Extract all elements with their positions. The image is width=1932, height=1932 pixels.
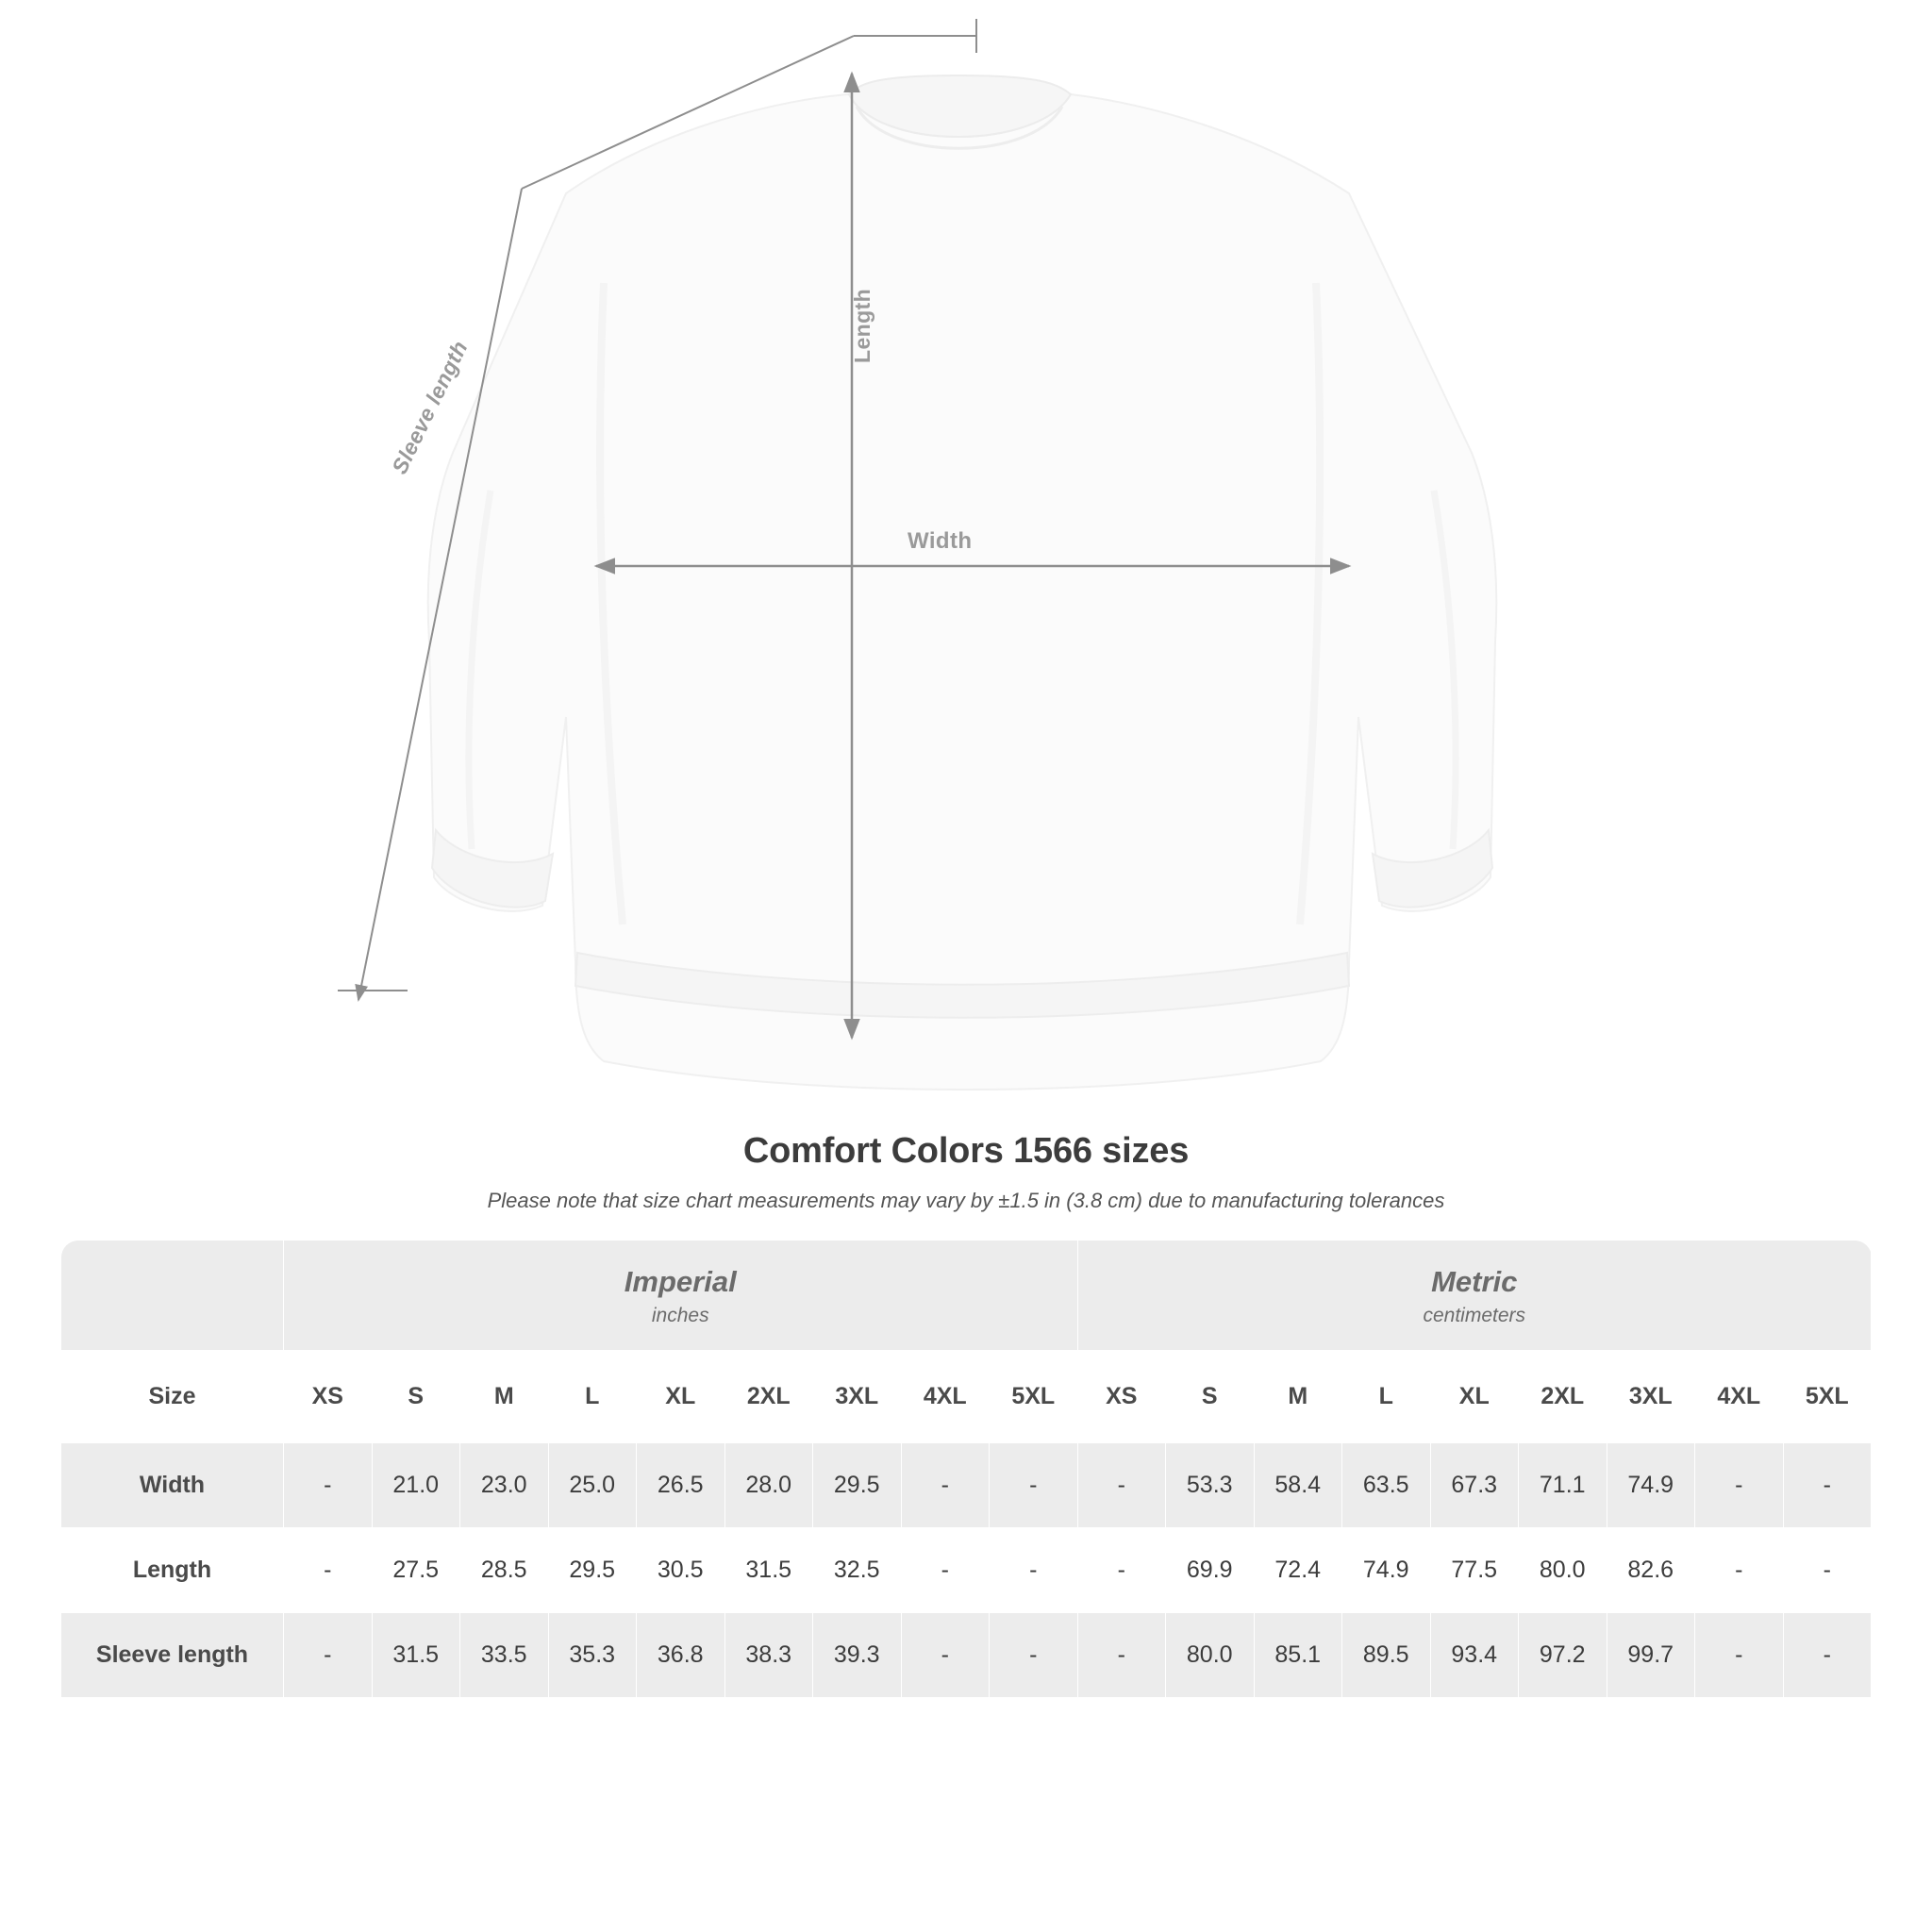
measurement-cell: 82.6 <box>1607 1528 1695 1613</box>
unit-group-metric-name: Metric <box>1431 1265 1518 1298</box>
measurement-cell: - <box>901 1443 990 1528</box>
size-header-cell: 4XL <box>901 1351 990 1443</box>
measurement-cell: 99.7 <box>1607 1613 1695 1698</box>
measurement-cell: 63.5 <box>1342 1443 1431 1528</box>
measurement-cell: - <box>1695 1528 1784 1613</box>
measurement-cell: - <box>284 1613 373 1698</box>
size-header-cell: 5XL <box>990 1351 1078 1443</box>
measurement-cell: - <box>1077 1528 1166 1613</box>
measurement-cell: 85.1 <box>1254 1613 1342 1698</box>
size-header-row <box>61 1351 1872 1443</box>
measurement-cell: - <box>1783 1613 1872 1698</box>
table-row <box>61 1613 1872 1698</box>
size-header-cell: 5XL <box>1783 1351 1872 1443</box>
measurement-cell: - <box>1077 1443 1166 1528</box>
measurement-cell: 30.5 <box>637 1528 725 1613</box>
measurement-cell: 74.9 <box>1342 1528 1431 1613</box>
size-header-cell: 3XL <box>1607 1351 1695 1443</box>
measurement-cell: 28.5 <box>460 1528 549 1613</box>
measurement-cell: 38.3 <box>724 1613 813 1698</box>
measurement-cell: 58.4 <box>1254 1443 1342 1528</box>
page-title: Comfort Colors 1566 sizes <box>742 1131 1190 1171</box>
measurement-cell: 35.3 <box>548 1613 637 1698</box>
measurement-cell: 39.3 <box>813 1613 902 1698</box>
measurement-row-label: Width <box>61 1443 284 1528</box>
measurement-cell: 31.5 <box>372 1613 460 1698</box>
measurement-cell: 36.8 <box>637 1613 725 1698</box>
size-chart-table-wrapper <box>60 1240 1872 1698</box>
unit-row-blank <box>61 1241 284 1351</box>
measurement-cell: 80.0 <box>1166 1613 1255 1698</box>
table-row <box>61 1528 1872 1613</box>
size-header-cell: M <box>1254 1351 1342 1443</box>
measurement-cell: - <box>1783 1443 1872 1528</box>
size-chart-table <box>60 1240 1872 1698</box>
tolerance-note: Please note that size chart measurements may vary by ±1.5 in (3.8 cm) due to manufacturing tolerances <box>487 1189 1445 1212</box>
size-header-label: Size <box>61 1351 284 1443</box>
measurement-cell: 77.5 <box>1430 1528 1519 1613</box>
measurement-cell: 97.2 <box>1519 1613 1607 1698</box>
measurement-cell: 31.5 <box>724 1528 813 1613</box>
table-row <box>61 1443 1872 1528</box>
unit-group-imperial-name: Imperial <box>624 1265 737 1298</box>
sleeve-length-dimension-label: Sleeve length <box>387 337 473 478</box>
measurement-cell: 53.3 <box>1166 1443 1255 1528</box>
measurement-cell: 33.5 <box>460 1613 549 1698</box>
measurement-cell: 27.5 <box>372 1528 460 1613</box>
measurement-cell: - <box>990 1613 1078 1698</box>
measurement-cell: 25.0 <box>548 1443 637 1528</box>
size-header-cell: M <box>460 1351 549 1443</box>
measurement-cell: - <box>1783 1528 1872 1613</box>
size-header-cell: 3XL <box>813 1351 902 1443</box>
measurement-cell: 71.1 <box>1519 1443 1607 1528</box>
size-header-cell: S <box>1166 1351 1255 1443</box>
size-header-cell: L <box>548 1351 637 1443</box>
measurement-cell: - <box>284 1443 373 1528</box>
measurement-cell: - <box>990 1443 1078 1528</box>
measurement-cell: - <box>990 1528 1078 1613</box>
measurement-cell: 29.5 <box>813 1443 902 1528</box>
measurement-cell: - <box>1695 1613 1784 1698</box>
unit-group-metric <box>1077 1241 1872 1351</box>
measurement-cell: - <box>901 1613 990 1698</box>
unit-group-metric-sub: centimeters <box>1423 1305 1526 1326</box>
size-header-cell: S <box>372 1351 460 1443</box>
measurement-cell: 32.5 <box>813 1528 902 1613</box>
size-header-cell: 2XL <box>724 1351 813 1443</box>
measurement-row-label: Length <box>61 1528 284 1613</box>
measurement-cell: 26.5 <box>637 1443 725 1528</box>
unit-group-imperial <box>284 1241 1078 1351</box>
measurement-cell: 69.9 <box>1166 1528 1255 1613</box>
measurement-cell: - <box>901 1528 990 1613</box>
unit-group-imperial-sub: inches <box>651 1305 709 1326</box>
measurement-row-label: Sleeve length <box>61 1613 284 1698</box>
size-header-cell: 4XL <box>1695 1351 1784 1443</box>
measurement-cell: 67.3 <box>1430 1443 1519 1528</box>
chart-title-block <box>0 1131 1932 1213</box>
size-header-cell: 2XL <box>1519 1351 1607 1443</box>
measurement-cell: 74.9 <box>1607 1443 1695 1528</box>
measurement-cell: - <box>284 1528 373 1613</box>
measurement-cell: 89.5 <box>1342 1613 1431 1698</box>
measurement-cell: 29.5 <box>548 1528 637 1613</box>
size-header-cell: XL <box>637 1351 725 1443</box>
size-header-cell: L <box>1342 1351 1431 1443</box>
unit-header-row <box>61 1241 1872 1351</box>
measurement-cell: 21.0 <box>372 1443 460 1528</box>
sweatshirt-shape <box>428 75 1497 1090</box>
size-header-cell: XS <box>1077 1351 1166 1443</box>
length-dimension-label: Length <box>850 288 874 363</box>
measurement-cell: 72.4 <box>1254 1528 1342 1613</box>
size-header-cell: XS <box>284 1351 373 1443</box>
measurement-cell: 23.0 <box>460 1443 549 1528</box>
size-header-cell: XL <box>1430 1351 1519 1443</box>
measurement-cell: 80.0 <box>1519 1528 1607 1613</box>
measurement-cell: 28.0 <box>724 1443 813 1528</box>
measurement-cell: 93.4 <box>1430 1613 1519 1698</box>
measurement-cell: - <box>1077 1613 1166 1698</box>
width-dimension-label: Width <box>908 528 973 554</box>
measurement-cell: - <box>1695 1443 1784 1528</box>
